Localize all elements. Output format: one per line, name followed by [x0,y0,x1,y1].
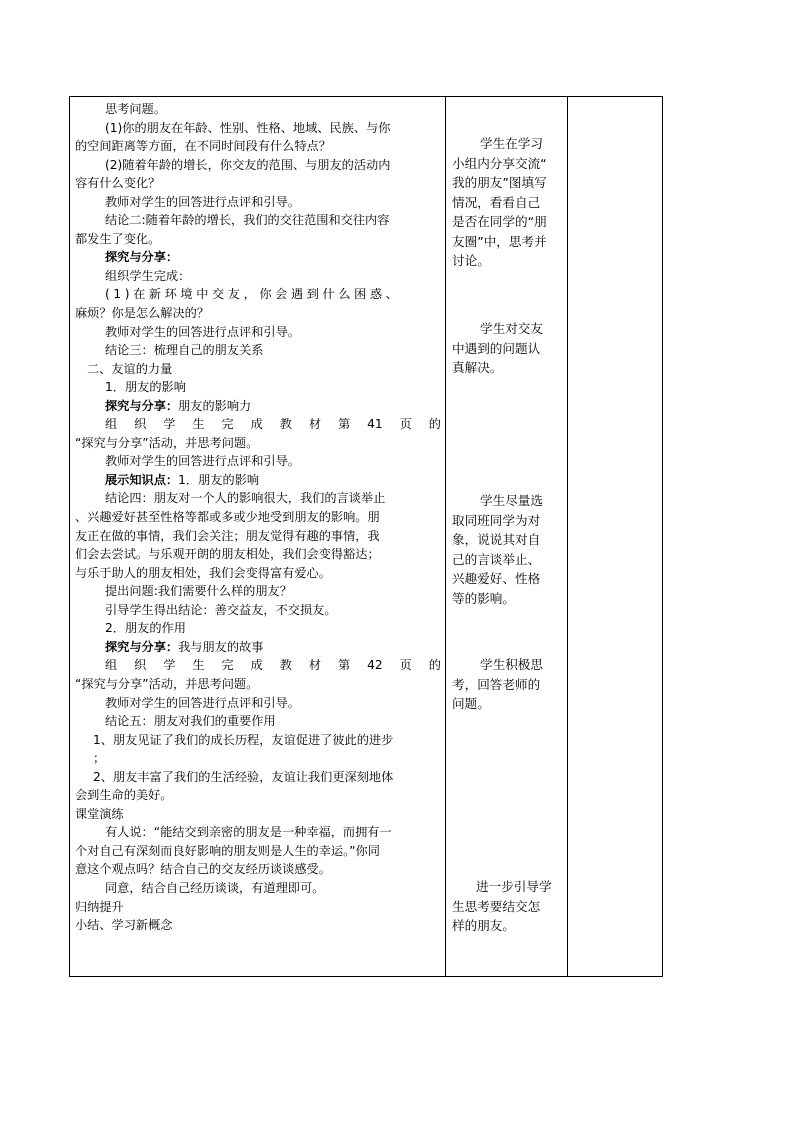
text-line: 己的言谈举止、 [452,551,541,567]
text-line: 结论五：朋友对我们的重要作用 [105,714,276,729]
text-line: 问题。 [452,696,490,711]
text-line: 同意，结合自己经历谈谈，有道理即可。 [105,880,325,895]
char: 41 [367,417,383,432]
text-line [75,638,441,657]
text-line: 2．朋友的作用 [105,621,186,636]
text-line: 学生在学习 [480,136,543,151]
section-heading: 课堂演练 [75,806,124,821]
char: 组 [105,417,118,432]
text-line: “探究与分享”活动，并思考问题。 [75,676,259,691]
text-span: 1．朋友的影响 [178,472,260,487]
text-line: ； [93,751,106,766]
char: 完 [221,417,234,432]
text-line: 思考问题。 [105,102,166,116]
text-line: 容有什么变化？ [75,176,161,191]
text-line: 兴趣爱好、性格 [452,571,541,586]
text-line: 的空间距离等方面，在不同时间段有什么特点？ [75,139,331,154]
text-line: 有人说：“能结交到亲密的朋友是一种幸福，而拥有一 [105,825,392,840]
char: 的 [428,417,441,432]
text-line: 教师对学生的回答进行点评和引导。 [105,695,300,710]
notes-cell [568,97,663,976]
justified-line [75,415,441,434]
text-line: 取同班同学为对 [452,512,541,528]
student-activity-cell [446,97,567,976]
char: 42 [367,658,383,673]
char: 材 [308,417,322,432]
text-line: 教师对学生的回答进行点评和引导。 [105,324,300,339]
text-line: 是否在同学的“朋 [452,214,547,229]
text-line: 会到生命的美好。 [75,788,173,803]
text-line: (1)你的朋友在年龄、性别、性格、地域、民族、与你 [105,120,391,135]
text-line: 提出问题:我们需要什么样的朋友？ [105,584,292,599]
text-line [75,397,441,416]
text-line: (2)随着年龄的增长，你交友的范围、与朋友的活动内 [105,157,391,172]
text-line: 们会去尝试。与乐观开朗的朋友相处，我们会变得豁达； [75,547,380,562]
text-line: “探究与分享”活动，并思考问题。 [75,435,259,450]
char: 织 [134,658,147,673]
char: 成 [250,658,263,673]
text-line: 等的影响。 [452,590,515,606]
text-line: 学生尽量选 [480,493,543,508]
section-heading: 探究与分享： [105,398,179,413]
text-line [75,471,441,490]
text-line: 学生对交友 [480,321,543,336]
char: 页 [399,658,412,673]
text-line: 引导学生得出结论：善交益友，不交损友。 [105,602,337,617]
text-line: 进一步引导学 [476,879,552,894]
text-line: 组织学生完成： [105,268,191,283]
section-heading: 探究与分享： [105,250,179,265]
char: 教 [279,417,292,432]
student-note-block [452,134,565,271]
char: 成 [250,417,263,432]
char: 完 [221,658,234,673]
student-note-block [452,491,565,608]
char: 的 [428,658,441,673]
text-line: 象，说说其对自 [452,532,541,547]
text-line: 1．朋友的影响 [105,380,186,395]
lesson-table [69,96,663,977]
text-line: 麻烦？你是怎么解决的？ [75,306,210,321]
student-note-block [452,319,565,378]
char: 材 [308,658,322,673]
text-line: 2、朋友丰富了我们的生活经验，友谊让我们更深刻地体 [93,769,394,784]
text-line: 考，回答老师的 [452,676,541,692]
text-line: 个对自己有深刻而良好影响的朋友则是人生的幸运。”你同 [75,843,380,858]
text-line: 情况，看看自己 [452,194,541,210]
text-line: 结论三：梳理自己的朋友关系 [105,343,264,358]
text-line: 意这个观点吗？结合自己的交友经历谈谈感受。 [75,862,331,877]
text-line: 与乐于助人的朋友相处，我们会变得富有爱心。 [75,565,331,580]
char: 生 [192,417,205,432]
text-line: 讨论。 [452,253,490,268]
text-line: 友圈”中，思考并 [452,233,547,249]
text-line: 我的朋友”图填写 [452,175,547,190]
text-span: 我与朋友的故事 [178,639,264,654]
char: 页 [399,417,412,432]
text-line: 小组内分享交流“ [452,155,547,171]
text-line: (1)在新环境中交友，你会遇到什么困惑、 [105,287,402,302]
char: 织 [134,417,147,432]
char: 第 [338,417,351,432]
text-line: 学生积极思 [480,657,543,672]
text-line: 二、友谊的力量 [87,361,173,376]
text-line: 都发生了变化。 [75,231,161,246]
char: 生 [192,658,205,673]
text-span: 朋友的影响力 [178,398,252,413]
justified-line [75,656,441,675]
text-line: 结论四：朋友对一个人的影响很大，我们的言谈举止 [105,491,386,506]
text-line: 教师对学生的回答进行点评和引导。 [105,194,300,209]
text-line: 结论二:随着年龄的增长，我们的交往范围和交往内容 [105,213,390,228]
student-note-block [452,655,565,714]
student-note-block [452,877,565,936]
text-line: 中遇到的问题认 [452,340,541,356]
char: 教 [279,658,292,673]
char: 学 [163,417,176,432]
section-heading: 探究与分享： [105,639,179,654]
section-heading: 展示知识点： [105,472,179,487]
section-heading: 归纳提升 [75,899,124,914]
text-line: 小结、学习新概念 [75,918,173,933]
teacher-activity-cell [70,97,445,976]
char: 第 [338,658,351,673]
text-line: 、兴趣爱好甚至性格等都或多或少地受到朋友的影响。朋 [75,510,380,525]
text-line: 真解决。 [452,360,503,375]
text-line: 样的朋友。 [452,918,515,933]
char: 学 [163,658,176,673]
text-line: 友正在做的事情，我们会关注；朋友觉得有趣的事情，我 [75,528,380,543]
text-line: 生思考要结交怎 [452,898,541,914]
text-line: 教师对学生的回答进行点评和引导。 [105,454,300,469]
char: 组 [105,658,118,673]
text-line: 1、朋友见证了我们的成长历程，友谊促进了彼此的进步 [93,732,394,747]
